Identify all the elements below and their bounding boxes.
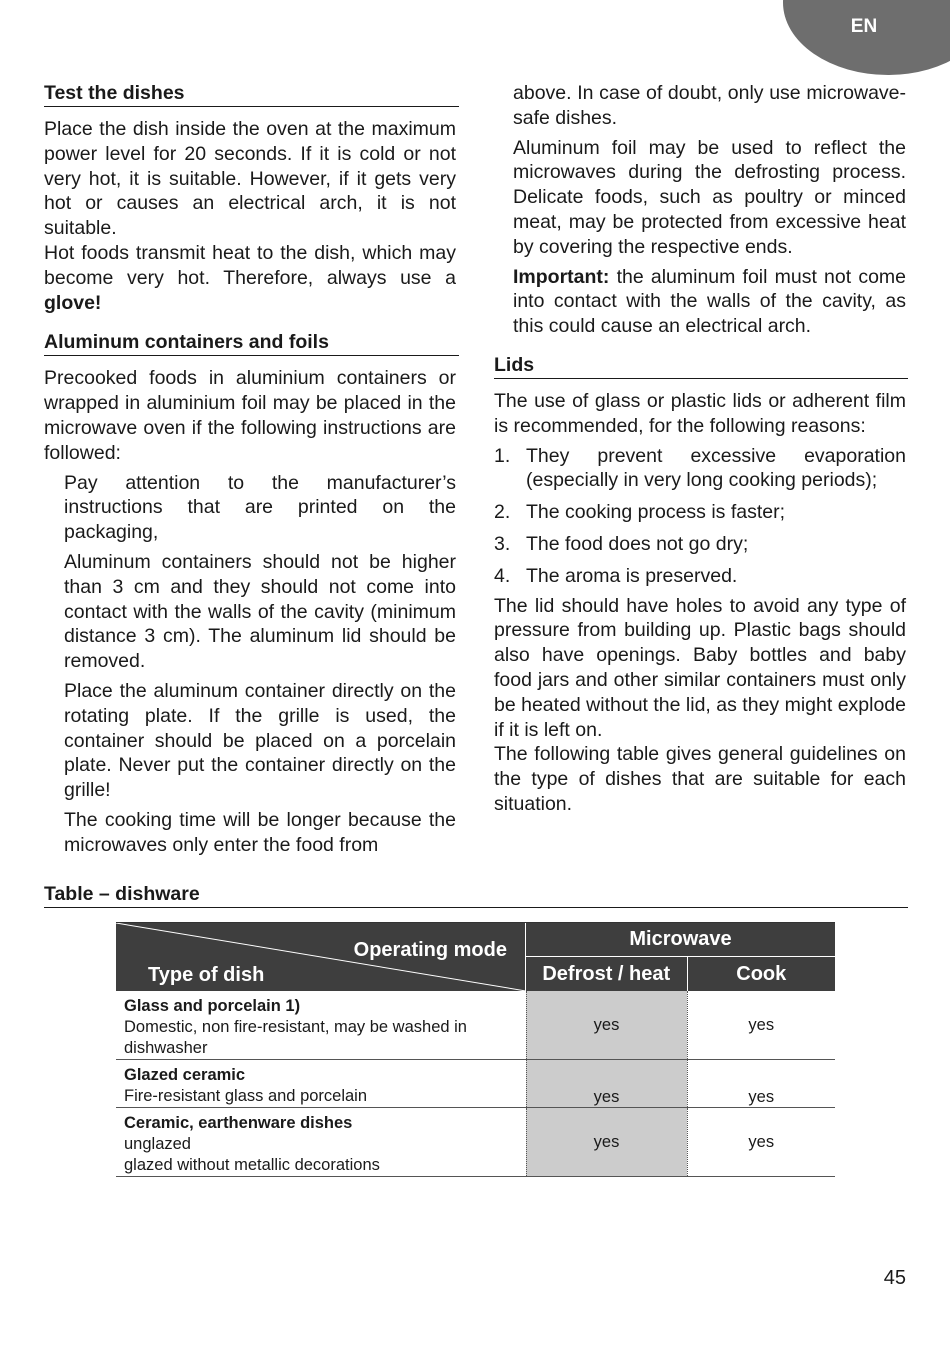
foil-reflect-paragraph: Aluminum foil may be used to reflect the microwaves during the defrosting process. Delicate foods, such as poultry or minced meat, may be protected from excessive heat by covering the respective ends.: [513, 136, 906, 258]
list-item-text: They prevent excessive evaporation (especially in very long cooking periods);: [526, 444, 906, 492]
left-column: [44, 81, 456, 858]
defrost-header: Defrost / heat: [526, 957, 687, 992]
language-label: EN: [850, 16, 878, 37]
important-label: Important:: [513, 265, 610, 288]
aluminum-intro: Precooked foods in aluminium containers or wrapped in aluminium foil may be placed in the microwave oven if the following instructions are followed:: [44, 367, 456, 464]
list-item: [494, 564, 906, 589]
hot-foods-text: Hot foods transmit heat to the dish, which may become very hot. Therefore, always use a: [44, 241, 456, 289]
dish-title: Ceramic, earthenware dishes: [124, 1114, 353, 1132]
table-row: [116, 1060, 835, 1108]
table-heading: Table – dishware: [44, 882, 908, 908]
lids-heading: Lids: [494, 353, 908, 379]
dishware-table: [116, 922, 835, 1177]
table-row: [116, 991, 835, 1060]
test-dishes-paragraph: Place the dish inside the oven at the maximum power level for 20 seconds. If it is cold or not very hot, it is suitable. However, if it gets very hot or causes an electrical arch, it is not suitable.: [44, 118, 456, 240]
dish-detail: Domestic, non fire-resistant, may be washed in dishwasher: [124, 1018, 467, 1057]
cook-header: Cook: [687, 957, 835, 992]
lid-holes-paragraph: The lid should have holes to avoid any type of pressure from building up. Plastic bags should also have openings. Baby bottles and baby food jars and other similar containers must only be heated without the lid, as they might explode if it is left on.: [494, 594, 906, 741]
aluminum-heading: Aluminum containers and foils: [44, 330, 459, 356]
table-row: [116, 1108, 835, 1177]
aluminum-item: Aluminum containers should not be higher than 3 cm and they should not come into contact with the walls of the cavity (minimum distance 3 cm). The aluminum lid should be removed.: [64, 550, 456, 673]
list-number: 3.: [494, 532, 511, 555]
lids-intro: The use of glass or plastic lids or adherent film is recommended, for the following reasons:: [494, 389, 906, 437]
defrost-value: yes: [526, 991, 687, 1060]
microwave-header: Microwave: [526, 923, 835, 957]
cook-value: yes: [687, 1060, 835, 1108]
test-dishes-heading: Test the dishes: [44, 81, 459, 107]
dish-description-cell: [116, 991, 526, 1060]
page-number: 45: [883, 1267, 906, 1289]
aluminum-item: Place the aluminum container directly on the rotating plate. If the grille is used, the container should be placed on a porcelain plate. Never put the container directly on the grille!: [64, 679, 456, 802]
table-intro-paragraph: The following table gives general guidelines on the type of dishes that are suitable for each situation.: [494, 743, 906, 815]
cook-value: yes: [687, 991, 835, 1060]
defrost-value: yes: [526, 1060, 687, 1108]
important-paragraph: [494, 265, 906, 339]
type-of-dish-label: Type of dish: [148, 964, 265, 986]
list-item-text: The food does not go dry;: [526, 532, 749, 555]
hot-foods-paragraph: [44, 241, 456, 315]
continued-paragraph: above. In case of doubt, only use microwave-safe dishes.: [513, 82, 906, 129]
list-number: 4.: [494, 564, 511, 587]
list-item-text: The cooking process is faster;: [526, 501, 786, 524]
dish-detail: Fire-resistant glass and porcelain: [124, 1087, 368, 1105]
important-text: the aluminum foil must not come into contact with the walls of the cavity, as this could cause an electrical arch.: [513, 265, 907, 338]
list-item: [494, 500, 906, 525]
dish-description-cell: [116, 1108, 526, 1177]
operating-mode-label: Operating mode: [353, 939, 507, 961]
dish-detail: unglazed: [124, 1135, 191, 1153]
list-item: [494, 532, 906, 557]
list-item-text: The aroma is preserved.: [526, 564, 738, 587]
aluminum-item: The cooking time will be longer because the microwaves only enter the food from: [64, 808, 456, 856]
defrost-value: yes: [526, 1108, 687, 1177]
list-number: 2.: [494, 501, 511, 524]
dish-description-cell: [116, 1060, 526, 1108]
glove-emphasis: glove!: [44, 291, 102, 314]
dish-detail: glazed without metallic decorations: [124, 1156, 380, 1174]
list-number: 1.: [494, 444, 511, 467]
header-corner-cell: [116, 923, 526, 992]
dish-title: Glazed ceramic: [124, 1066, 246, 1084]
cook-value: yes: [687, 1108, 835, 1177]
dish-title: Glass and porcelain 1): [124, 997, 301, 1015]
aluminum-item: Pay attention to the manufacturer’s instructions that are printed on the packaging,: [64, 471, 456, 544]
list-item: [494, 444, 906, 494]
right-column: [494, 81, 906, 817]
